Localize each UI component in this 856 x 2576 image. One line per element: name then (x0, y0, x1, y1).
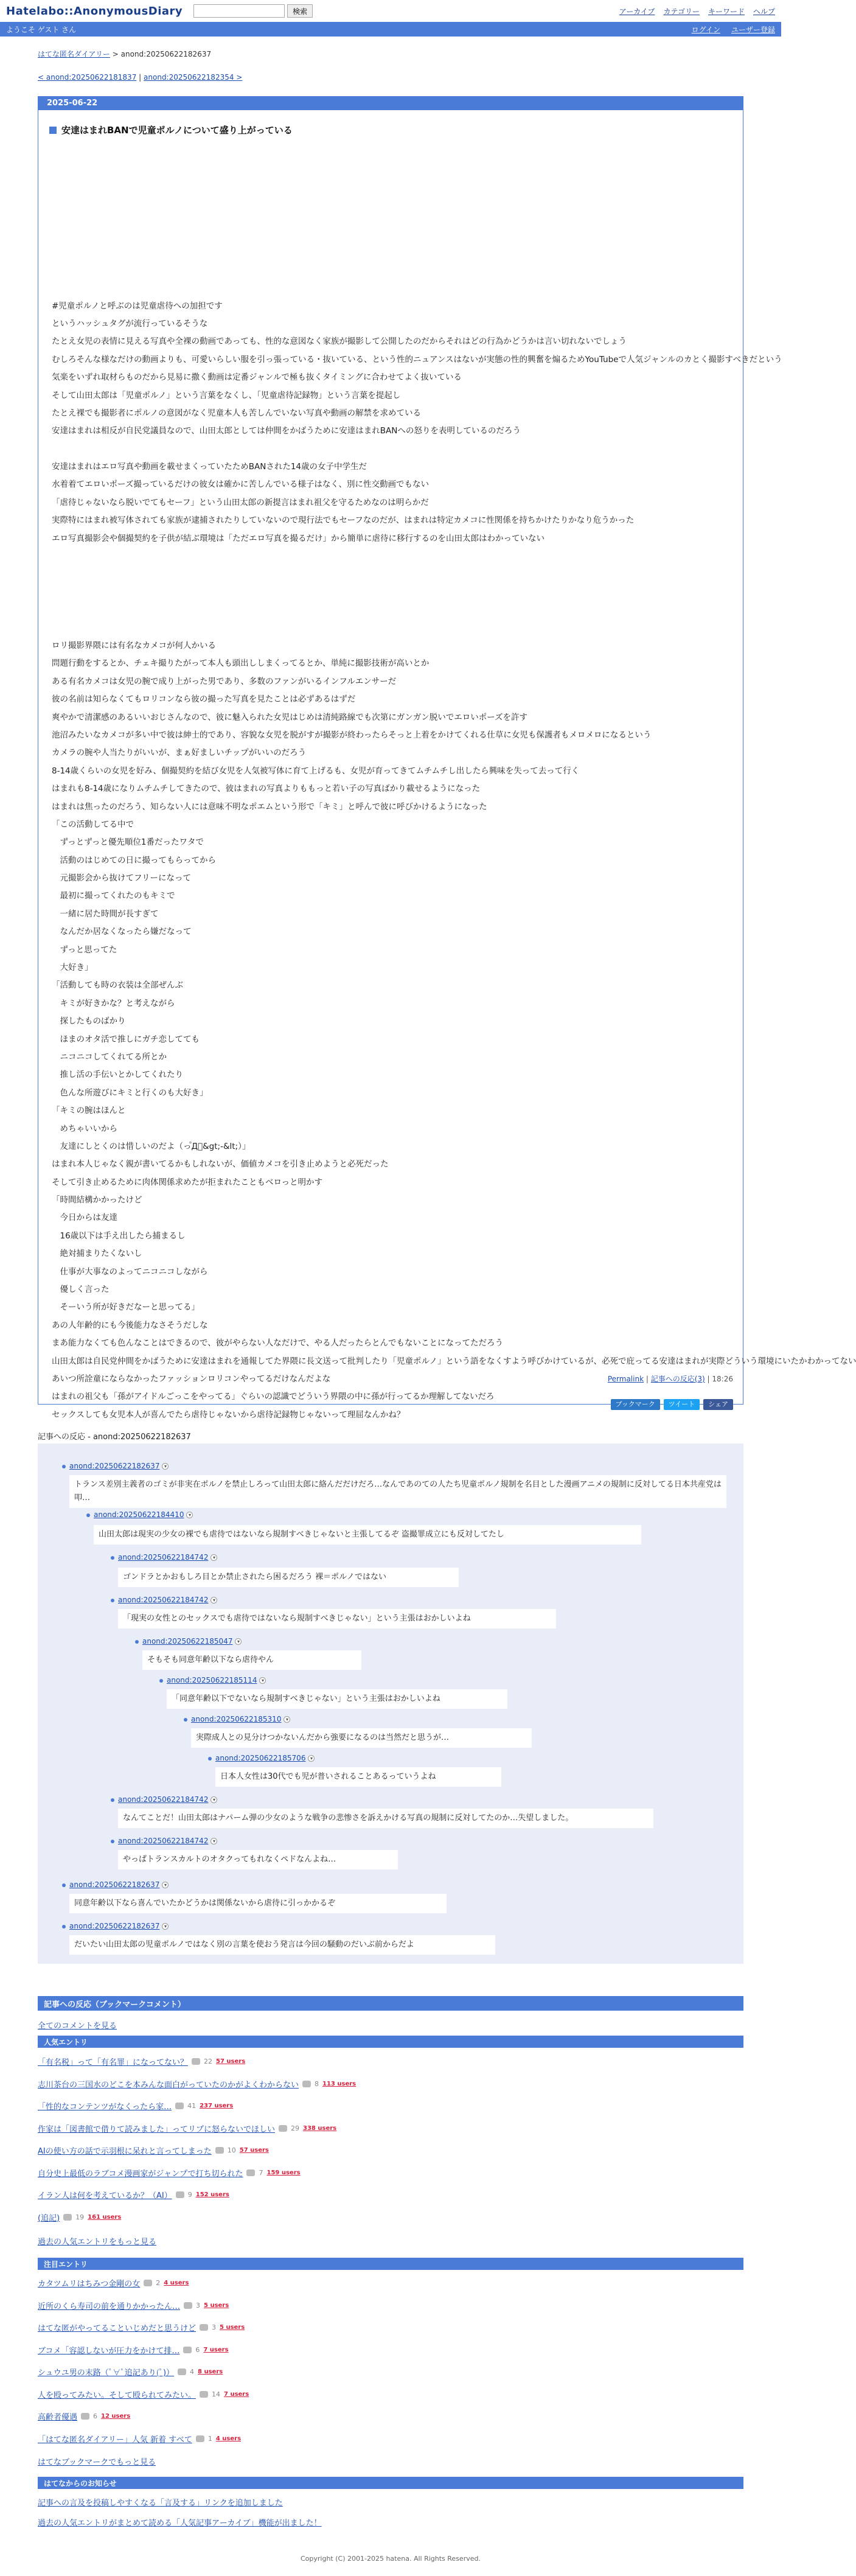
info-item[interactable]: 記事への言及を投稿しやすくなる「言及する」リンクを追加しました (38, 2499, 283, 2508)
popular-entry[interactable] (38, 2189, 229, 2201)
chevron-down-icon[interactable]: ▾ (308, 1755, 315, 1762)
info-item[interactable]: 過去の人気エントリがまとめて読める「人気記事アーカイブ」機能が出ました！ (38, 2519, 322, 2528)
reaction-node (135, 1637, 242, 1646)
comment-bubble-icon (246, 2169, 255, 2176)
article-line: 8-14歳くらいの女児を好み、個撮契約を結び女児を人気被写体に育て上げるも、女児が育ってきてムチムチし出したら興味を失って去って行く (52, 766, 580, 776)
reaction-excerpt: なんてことだ！山田太郎はナパーム弾の少女のような戦争の悲惨さを訴えかける写真の規制に反対してたのか…失望しました。 (118, 1809, 653, 1828)
bullet-icon (111, 1798, 114, 1802)
reaction-excerpt: 日本人女性は30代でも児が普いされることあるっていうよね (215, 1767, 501, 1787)
bullet-icon (159, 1679, 163, 1683)
article-body (52, 226, 856, 1424)
bookmark-users-badge[interactable]: 159 users (266, 2169, 301, 2176)
reaction-excerpt: 実際成人との見分けつかないんだから強要になるのは当然だと思うが… (191, 1728, 532, 1748)
comment-bubble-icon (81, 2413, 89, 2420)
bookmark-users-badge[interactable]: 237 users (200, 2103, 234, 2109)
article-line: 「時間結構かかったけど (52, 1195, 142, 1206)
title-square-icon (49, 127, 57, 134)
popular-section-title: 人気エントリ (38, 2036, 743, 2048)
article-line: めちゃいいから (52, 1123, 117, 1134)
reaction-link[interactable]: anond:20250622185310 (191, 1715, 282, 1723)
entry-title-link[interactable]: カタツムリはちみつ金剛の女 (38, 2280, 141, 2289)
bullet-icon (135, 1640, 139, 1644)
search-button[interactable]: 検索 (287, 4, 313, 18)
header-nav (619, 6, 775, 16)
bookmark-users-badge[interactable]: 7 users (224, 2390, 249, 2398)
noted-entry[interactable] (38, 2277, 189, 2289)
reaction-node (62, 1462, 169, 1470)
article-line: 安達はまれは相反が自民党議員なので、山田太郎としては仲間をかばうために安達はまれBANへの怒りを表明しているのだろう (52, 426, 521, 436)
popular-more-link[interactable]: 過去の人気エントリをもっと見る (38, 2238, 157, 2247)
bookmark-users-badge[interactable]: 5 users (204, 2302, 229, 2309)
article-title[interactable] (38, 110, 743, 136)
article-line: まあ能力なくても色んなことはできるので、彼がやらない人なだけで、やる人だったらとんでもないことになってただろう (52, 1338, 503, 1349)
reaction-link[interactable]: anond:20250622182637 (69, 1462, 160, 1470)
reaction-node (86, 1510, 193, 1519)
comment-count: 2 (156, 2279, 161, 2287)
next-entry-link[interactable]: anond:20250622182354 > (144, 73, 243, 82)
comment-bubble-icon (144, 2280, 152, 2286)
comment-bubble-icon (279, 2125, 287, 2132)
chevron-down-icon[interactable]: ▾ (162, 1923, 169, 1930)
search-input[interactable] (193, 4, 285, 18)
article-line (52, 243, 729, 261)
reaction-excerpt: だいたい山田太郎の児童ポルノではなく別の言葉を使おう発言は今回の騒動のだいぶ前からだよ (69, 1935, 495, 1955)
bookmark-button[interactable]: ブックマーク (611, 1399, 660, 1410)
comment-count: 4 (190, 2368, 195, 2376)
article-line (52, 279, 729, 297)
article-line (52, 262, 729, 279)
comment-bubble-icon (302, 2081, 311, 2087)
bullet-icon (111, 1556, 114, 1560)
article-line: 安達はまれはエロ写真や動画を載せまくっていたためBANされた14歳の女子中学生だ (52, 462, 367, 472)
article-line: ずっと思ってた (52, 944, 117, 955)
article-line: 「キミの腕はほんと (52, 1106, 126, 1116)
entry-title-link[interactable]: 志川茶台の三国水のどこを本みんな面白がっていたのかがよくわからない (38, 2080, 299, 2090)
article-line: 彼の名前は知らなくてもロリコンなら彼の撮った写真を見たことは必ずあるはずだ (52, 694, 356, 705)
reaction-node (111, 1837, 217, 1845)
noted-entry[interactable] (38, 2322, 245, 2333)
facebook-share-button[interactable]: シェア (703, 1399, 733, 1410)
entry-title-link[interactable]: 自分史上最低のラブコメ漫画家がジャンプで打ち切られた (38, 2169, 243, 2179)
reaction-link[interactable]: anond:20250622185114 (167, 1676, 257, 1684)
reaction-node (159, 1676, 266, 1684)
bullet-icon (208, 1757, 212, 1761)
entry-title-link[interactable]: 人を殴ってみたい。そして殴られてみたい。 (38, 2390, 197, 2400)
post-time: 18:26 (712, 1375, 733, 1383)
article-line: 「この活動してる中で (52, 819, 134, 829)
reaction-excerpt: 「現実の女性とのセックスでも虐待ではないなら規制すべきじゃない」という主張はおかしいよね (118, 1609, 556, 1628)
article-line: 仕事が大事なのよってニコニコしながら (52, 1266, 208, 1277)
article-date: 2025-06-22 (38, 97, 743, 110)
article-line: 爽やかで清潔感のあるいいおじさんなので、彼に魅入られた女児はじめは清純路線でも次第にガンガン脱いでエロいポーズを許す (52, 712, 528, 722)
bullet-icon (86, 1513, 90, 1517)
chevron-down-icon[interactable]: ▾ (235, 1638, 242, 1645)
chevron-down-icon[interactable]: ▾ (211, 1597, 217, 1604)
article-line (52, 620, 729, 637)
article-line (52, 601, 729, 619)
reaction-node (111, 1596, 217, 1604)
noted-entry[interactable] (38, 2366, 223, 2378)
article-line: 気楽をいずれ取材らものだから見易に撒く動画は定番ジャンルで極も抜くタイミングに合わせてよく抜いている (52, 372, 462, 383)
entry-pager (38, 73, 242, 82)
pager-sep: | (139, 73, 142, 82)
reaction-node (208, 1754, 315, 1762)
permalink[interactable]: Permalink (607, 1375, 644, 1383)
comment-bubble-icon (184, 2302, 192, 2309)
bookmark-users-badge[interactable]: 5 users (220, 2324, 245, 2331)
chevron-down-icon[interactable]: ▾ (186, 1512, 193, 1518)
reaction-link[interactable]: anond:20250622184742 (118, 1553, 209, 1562)
article-line: はまれの祖父も「孫がアイドルごっこをやってる」ぐらいの認識でどういう界隈の中に孫が行ってるか理解してないだろ (52, 1392, 495, 1402)
share-buttons (611, 1399, 733, 1410)
article-line: むしろそんな様なだけの動画よりも、可愛いらしい服を引っ張っている・抜いている、という性的ニュアンスはないが実態の性的興奮を煽るためYouTubeで人気ジャンルのカとく撮影すべきだという (52, 354, 782, 365)
article (38, 96, 856, 1420)
breadcrumb (38, 49, 211, 59)
popular-entry[interactable] (38, 2078, 356, 2090)
comment-bubble-icon (196, 2435, 204, 2442)
article-line: あの人年齢的にも今後能力なさそうだしな (52, 1320, 208, 1330)
noted-entry[interactable] (38, 2344, 229, 2356)
reaction-excerpt: やっぱトランスカルトのオタクってもれなくペドなんよね… (118, 1850, 398, 1869)
entry-title-link[interactable]: 「有名税」って「有名罪」になってない？ (38, 2058, 189, 2067)
article-line: カメラの腕や人当たりがいいが、まぁ好ましいチップがいいのだろう (52, 748, 307, 758)
article-line: 問題行動をするとか、チェキ撮りたがって本人も頭出ししまくってるとか、単純に撮影技術が高いとか (52, 658, 430, 669)
reactions-link[interactable]: 記事への反応(3) (650, 1375, 705, 1383)
reaction-node (111, 1553, 217, 1562)
article-footer-links: Permalink | 記事への反応(3) | 18:26 (607, 1375, 733, 1383)
entry-title-link[interactable]: ブコメ「容認しないが圧力をかけて排… (38, 2346, 180, 2356)
comment-bubble-icon (175, 2103, 184, 2109)
comment-count: 1 (207, 2434, 212, 2443)
bookmark-users-badge[interactable]: 8 users (198, 2368, 223, 2375)
popular-entry[interactable] (38, 2123, 336, 2134)
comment-bubble-icon (63, 2214, 72, 2221)
article-line: 大好き」 (52, 963, 93, 973)
nav-category[interactable]: カテゴリー (663, 7, 700, 16)
entry-title-link[interactable]: 近所のくら寿司の前を通りかかったん… (38, 2302, 181, 2311)
article-line: ロリ撮影界隈には有名なカメコが何人かいる (52, 640, 216, 651)
chevron-down-icon[interactable]: ▾ (284, 1716, 290, 1723)
article-line: セックスしても女児本人が喜んでたら虐待じゃないから虐待記録物じゃないって理屈なんかね？ (52, 1409, 405, 1420)
comment-count: 14 (212, 2390, 221, 2398)
user-bar (0, 22, 781, 37)
info-section-title: はてなからのお知らせ (38, 2477, 743, 2489)
bullet-icon (184, 1718, 187, 1722)
nav-archive[interactable]: アーカイブ (619, 7, 655, 16)
reaction-link[interactable]: anond:20250622184742 (118, 1837, 209, 1845)
bookmark-users-badge[interactable]: 57 users (239, 2147, 269, 2154)
article-line (52, 584, 729, 601)
breadcrumb-current: anond:20250622182637 (120, 50, 212, 58)
site-header (0, 0, 781, 22)
article-line: なんだか居なくなったら嫌だなって (52, 927, 192, 937)
entry-title-link[interactable]: 「性的なコンテンツがなくったら家… (38, 2103, 172, 2112)
reaction-link[interactable]: anond:20250622184742 (118, 1795, 209, 1804)
chevron-down-icon[interactable]: ▾ (211, 1554, 217, 1561)
nav-keyword[interactable]: キーワード (708, 7, 745, 16)
entry-title-link[interactable]: 「はてな匿名ダイアリー」人気 新着 すべて (38, 2435, 192, 2445)
reaction-excerpt: そもそも同意年齢以下なら虐待やん (142, 1650, 361, 1670)
bookmark-users-badge[interactable]: 4 users (215, 2435, 242, 2442)
reaction-excerpt: 「同意年齢以下でないなら規制すべきじゃない」という主張はおかしいよね (167, 1689, 507, 1709)
bookmark-users-badge[interactable]: 161 users (88, 2213, 122, 2221)
entry-title-link[interactable]: 作家は「図書館で借りて読みました」ってリプに怒らないでほしい (38, 2124, 276, 2134)
article-line: 水着着てエロいポーズ撮っているだけの彼女は確かに苦しんでいる様子はなく、別に性交動画でもない (52, 480, 430, 490)
entry-title-link[interactable]: シュウユ男の末路（ﾟ∀ﾟ追記あり(ﾟ)） (38, 2368, 175, 2378)
article-line: 活動のはじめての日に撮ってもらってから (52, 855, 216, 865)
article-line (52, 565, 729, 583)
chevron-down-icon[interactable]: ▾ (162, 1882, 169, 1888)
comment-count: 29 (291, 2124, 300, 2132)
popular-entry[interactable] (38, 2056, 245, 2067)
article-title-text[interactable]: 安達はまれBANで児童ポルノについて盛り上がっている (61, 125, 293, 136)
comment-bubble-icon (178, 2368, 186, 2375)
comment-count: 8 (315, 2079, 319, 2088)
article-line: 実際特にはまれ被写体されても家族が逮捕されたりしていないので現行法でもセーフなのだが、はまれは特定カメコに性関係を持ちかけたりかなり危うかった (52, 515, 635, 526)
popular-entry[interactable] (38, 2211, 121, 2223)
comment-bubble-icon (200, 2324, 208, 2331)
noted-section-title: 注目エントリ (38, 2258, 743, 2270)
noted-more-link[interactable]: はてなブックマークでもっと見る (38, 2458, 156, 2467)
reactions-title: 記事への反応 - anond:20250622182637 (38, 1433, 191, 1442)
bullet-icon (111, 1840, 114, 1843)
bookmark-users-badge[interactable]: 338 users (303, 2124, 337, 2132)
popular-entry[interactable] (38, 2167, 301, 2179)
breadcrumb-sep: > (112, 50, 119, 58)
article-line: 探したものばかり (52, 1016, 126, 1027)
entry-title-link[interactable]: AIの使い方の話で示羽根に呆れと言ってしまった (38, 2147, 212, 2156)
article-line: 色んな所遊びにキミと行くのも大好き」 (52, 1087, 208, 1098)
login-link[interactable]: ログイン (691, 25, 720, 34)
reaction-node (111, 1795, 217, 1804)
prev-entry-link[interactable]: < anond:20250622181837 (38, 73, 137, 82)
article-line: 最初に撮ってくれたのもキミで (52, 891, 175, 901)
article-line: あいつ所詮童にならなかったファッションロリコンやってるだけなんだよな (52, 1374, 331, 1384)
comment-count: 41 (187, 2102, 197, 2110)
reactions-tree (38, 1443, 743, 1964)
article-line: そして引き止めるために肉体関係求めたが拒まれたこともベロっと明かす (52, 1177, 322, 1187)
reaction-node (62, 1922, 169, 1930)
article-line: 「活動しても時の衣装は全部ぜんぶ (52, 980, 183, 991)
comment-bubble-icon (200, 2391, 208, 2398)
article-line: ほまのオタ活で推しにガチ恋してても (52, 1034, 200, 1044)
reaction-excerpt: 山田太郎は現実の少女の裸でも虐待ではないなら規制すべきじゃないと主張してるぞ 盗撮罪成立にも反対してたし (94, 1525, 641, 1545)
reaction-link[interactable]: anond:20250622184742 (118, 1596, 209, 1604)
entry-title-link[interactable]: イラン人は何を考えているか？（AI） (38, 2191, 172, 2201)
article-line: はまれも8-14歳になりムチムチしてきたので、彼はまれの写真よりももっと若い子の写真ばかり載せるようになった (52, 784, 481, 794)
reaction-node (62, 1880, 169, 1889)
article-line: 山田太郎は自民党仲間をかばうために安達はまれを通報してた界隈に長文送って批判したり「児童ポルノ」という語をなくすよう呼びかけているが、必死で庇ってる安達はまれが実際どういう環境にいたかわかってない (52, 1356, 856, 1366)
popular-entry[interactable] (38, 2100, 233, 2112)
reaction-link[interactable]: anond:20250622182637 (69, 1922, 160, 1930)
reaction-excerpt: ゴンドラとかおもしろ目とか禁止されたら困るだろう 裸＝ポルノではない (118, 1568, 459, 1587)
article-line: ある有名カメコは女児の腕で成り上がった男であり、多数のファンがいるインフルエンサーだ (52, 676, 397, 686)
comment-count: 22 (204, 2058, 213, 2065)
article-line: 今日からは友達 (52, 1213, 117, 1223)
reaction-excerpt: トランス差別主義者のゴミが非実在ポルノを禁止しろって山田太郎に絡んだだけだろ…なんであのての人たち児童ポルノ規制を名目とした漫画アニメの規制に反対してる日本共産党は叩… (69, 1475, 726, 1508)
read-all-comments-link[interactable]: 全てのコメントを見る (38, 2022, 117, 2031)
entry-title-link[interactable]: (追記) (38, 2213, 60, 2223)
article-line: はまれ本人じゃなく親が書いてるかもしれないが、価値カメコを引き止めようと必死だった (52, 1159, 389, 1170)
article-line: 「虐待じゃないなら脱いでてもセーフ」という山田太郎の新提言はまれ祖父を守るためなのは明らかだ (52, 497, 429, 508)
comment-count: 10 (227, 2146, 236, 2154)
bookmark-section-title: 記事への反応（ブックマークコメント） (38, 1996, 743, 2011)
reaction-link[interactable]: anond:20250622182637 (69, 1880, 160, 1889)
article-line: というハッシュタグが流行っているそうな (52, 318, 208, 329)
tweet-button[interactable]: ツイート (664, 1399, 700, 1410)
copyright: Copyright (C) 2001-2025 hatena. All Rights Reserved. (301, 2555, 481, 2563)
comment-count: 6 (195, 2345, 200, 2354)
comment-bubble-icon (192, 2058, 200, 2065)
comment-count: 3 (212, 2323, 217, 2331)
bullet-icon (62, 1465, 66, 1468)
bookmark-users-badge[interactable]: 12 users (101, 2413, 131, 2420)
bookmark-users-badge[interactable]: 7 users (203, 2346, 229, 2353)
article-line: ニコニコしてくれてる所とか (52, 1052, 167, 1062)
reaction-excerpt: 同意年齢以下なら喜んでいたかどうかは関係ないから虐待に引っかかるぞ (69, 1894, 447, 1913)
bullet-icon (62, 1883, 66, 1887)
comment-bubble-icon (176, 2191, 184, 2198)
article-line: 推し活の手伝いとかしてくれたり (52, 1070, 183, 1080)
article-line: そして山田太郎は「児童ポルノ」という言葉をなくし、「児童虐待記録物」という言葉を提起し (52, 390, 401, 400)
noted-entry[interactable] (38, 2389, 249, 2400)
bookmark-users-badge[interactable]: 113 users (322, 2080, 357, 2087)
article-line: 絶対捕まりたくないし (52, 1249, 142, 1259)
reaction-node (184, 1715, 290, 1723)
breadcrumb-home[interactable]: はてな匿名ダイアリー (38, 50, 110, 58)
article-line (52, 226, 729, 243)
comment-count: 19 (75, 2213, 85, 2221)
reaction-link[interactable]: anond:20250622185706 (215, 1754, 306, 1762)
noted-entry[interactable] (38, 2300, 229, 2311)
popular-entry[interactable] (38, 2145, 269, 2156)
comment-count: 9 (187, 2191, 192, 2199)
register-link[interactable]: ユーザー登録 (731, 25, 775, 34)
search-form (193, 4, 313, 18)
article-line: 元撮影会から抜けてフリーになって (52, 873, 191, 884)
article-line: たとえ裸でも撮影者にポルノの意図がなく児童本人も苦しんでいない写真や動画の解禁を求めている (52, 408, 421, 418)
chevron-down-icon[interactable]: ▾ (211, 1796, 217, 1803)
article-line: ずっとずっと優先順位1番だったワタで (52, 837, 204, 848)
article-line: 優しく言った (52, 1285, 110, 1295)
article-line: たとえ女児の表情に見える写真や全裸の動画であっても、性的な意図なく家族が撮影して公開したのだからそれはどの行為かどうかは言い切れないでしょう (52, 337, 627, 347)
comment-count: 6 (93, 2412, 98, 2420)
article-line: エロ写真撮影会や個撮契約を子供が結ぶ環境は「ただエロ写真を撮るだけ」から簡単に虐待に移行するのを山田太郎はわかっていない (52, 533, 545, 543)
article-line: 一緒に居た時間が長すぎて (52, 909, 159, 919)
bullet-icon (62, 1925, 66, 1929)
comment-count: 7 (259, 2168, 263, 2177)
article-line: 16歳以下は手え出したら捕まるし (52, 1230, 186, 1241)
reaction-link[interactable]: anond:20250622185047 (142, 1637, 233, 1646)
welcome-text: ようこそ ゲスト さん (6, 25, 77, 34)
article-line (52, 548, 729, 565)
comment-count: 3 (196, 2301, 201, 2309)
article-line: #児童ポルノと呼ぶのは児童虐待への加担です (52, 301, 223, 311)
article-line: はまれは焦ったのだろう、知らない人には意味不明なポエムという形で「キミ」と呼んで彼に呼びかけるようになった (52, 801, 487, 812)
nav-help[interactable]: ヘルプ (753, 7, 775, 16)
reaction-link[interactable]: anond:20250622184410 (94, 1510, 184, 1519)
chevron-down-icon[interactable]: ▾ (259, 1677, 266, 1684)
entry-title-link[interactable]: 高齢者優遇 (38, 2413, 78, 2422)
comment-bubble-icon (183, 2347, 192, 2353)
comment-bubble-icon (215, 2147, 224, 2154)
bookmark-users-badge[interactable]: 4 users (164, 2280, 189, 2286)
article-line: そーいう所が好きだなーと思ってる」 (52, 1302, 200, 1313)
entry-title-link[interactable]: はてな匿がやってることいじめだと思うけど (38, 2324, 197, 2333)
article-line: 友達にしとくのは惜しいのだよ（っ゚Д゚&gt;-&lt;）」 (52, 1141, 251, 1151)
bookmark-users-badge[interactable]: 152 users (195, 2191, 229, 2198)
bullet-icon (111, 1599, 114, 1602)
site-logo[interactable]: Hatelabo::AnonymousDiary (6, 4, 183, 18)
article-line: 池沼みたいなカメコが多い中で彼は紳士的であり、容貌な女児を脱がすが撮影が終わったらそっと上着をかけてくれる仕草に女児も保護者もメロメロになるという (52, 730, 652, 740)
article-line (52, 441, 729, 458)
bookmark-users-badge[interactable]: 57 users (216, 2058, 246, 2065)
noted-entry[interactable] (38, 2433, 241, 2445)
noted-entry[interactable] (38, 2410, 130, 2422)
chevron-down-icon[interactable]: ▾ (211, 1838, 217, 1845)
article-line: キミが好きかな？と考えながら (52, 998, 175, 1008)
chevron-down-icon[interactable]: ▾ (162, 1463, 169, 1470)
